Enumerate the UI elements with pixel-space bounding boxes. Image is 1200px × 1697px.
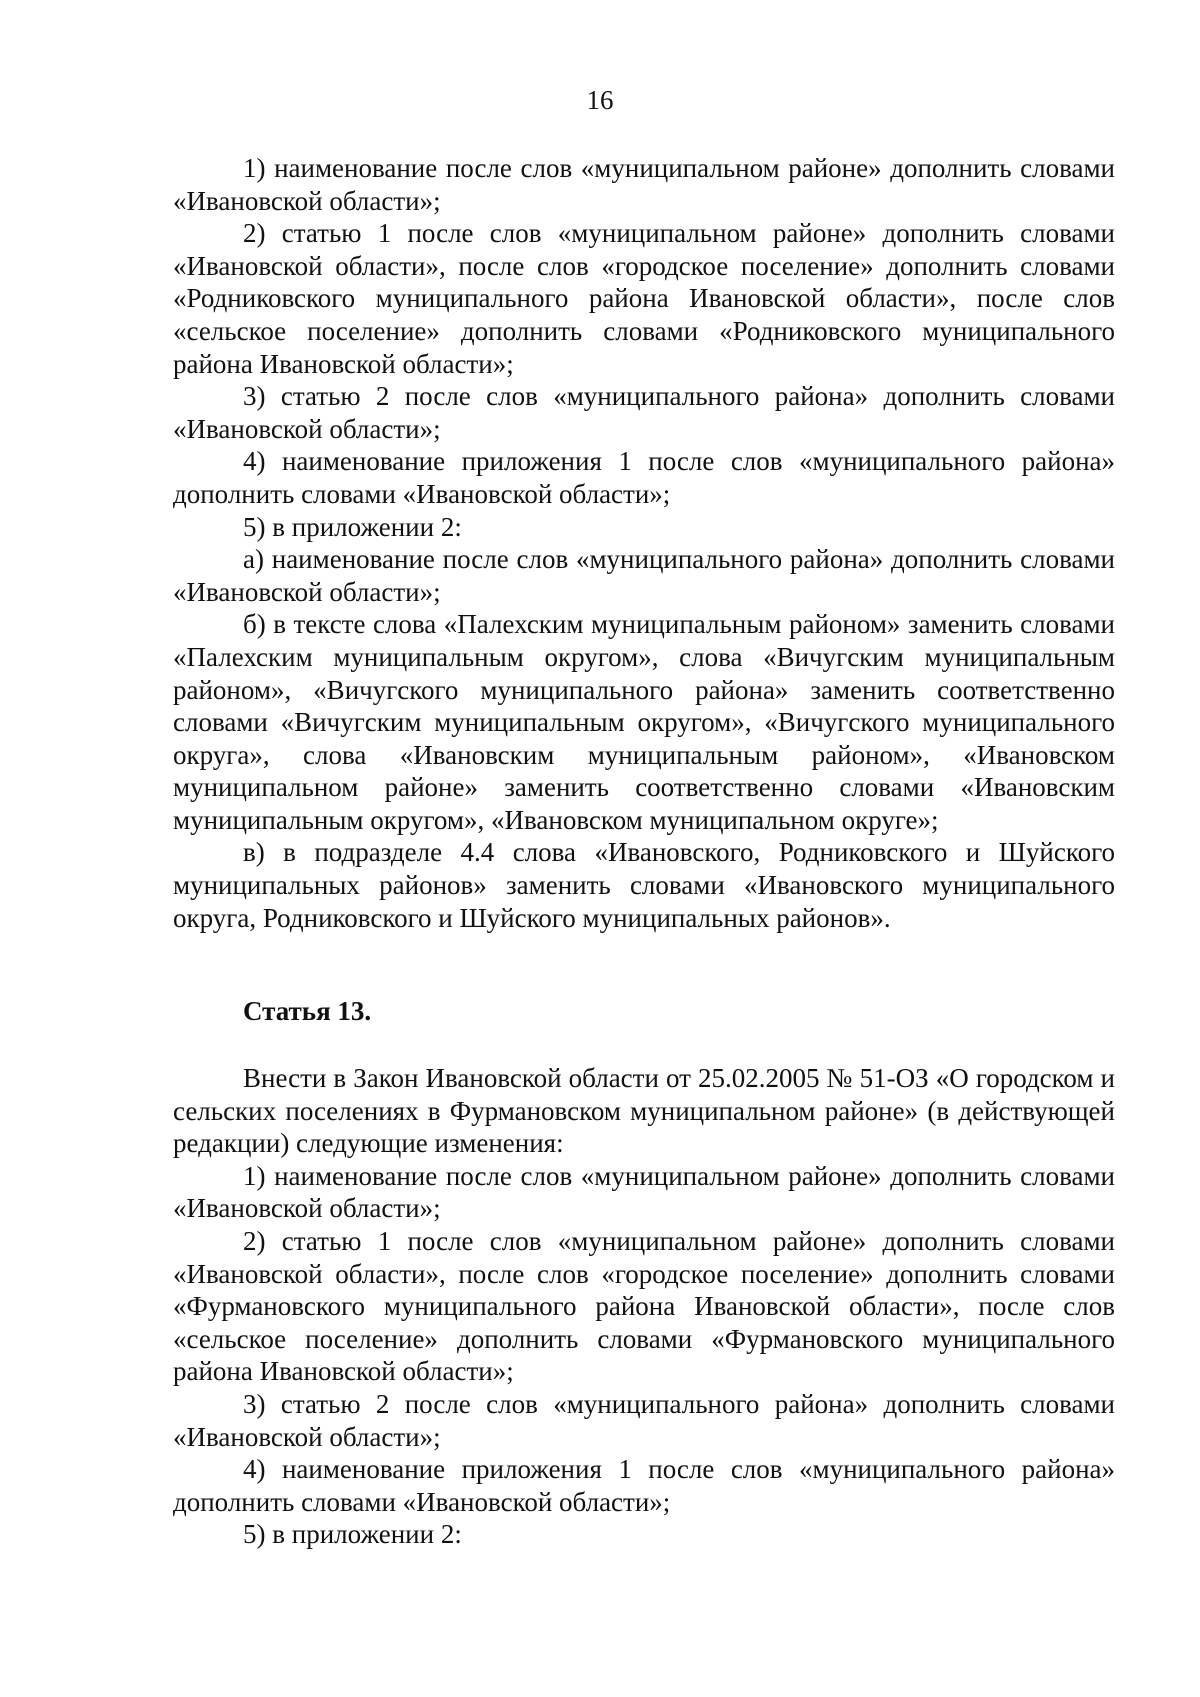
paragraph-b5: 5) в приложении 2:	[243, 1519, 462, 1550]
paragraph-a5b: б) в тексте слова «Палехским муниципальным районом» заменить словами «Палехским муниципальным округом», слова «Вичугским муниципальным районом», «Вичугского муниципального района» заменить соответственно словами «Вичугским муниципальным округом», «Вичугского муниципального округа», слова «Ивановским муниципальным районом», «Ивановском муниципальном районе» заменить соответственно словами «Ивановским муниципальным округом», «Ивановском муниципальном округе»;	[173, 609, 1115, 835]
paragraph-b2: 2) статью 1 после слов «муниципальном районе» дополнить словами «Ивановской области», после слов «городское поселение» дополнить словами «Фурмановского муниципального района Ивановской области», после слов «сельское поселение» дополнить словами «Фурмановского муниципального района Ивановской области»;	[173, 1225, 1115, 1387]
paragraph-a2: 2) статью 1 после слов «муниципальном районе» дополнить словами «Ивановской области», после слов «городское поселение» дополнить словами «Родниковского муниципального района Ивановской области», после слов «сельское поселение» дополнить словами «Родниковского муниципального района Ивановской области»;	[173, 218, 1115, 379]
paragraph-a5a: а) наименование после слов «муниципального района» дополнить словами «Ивановской области»;	[173, 544, 1115, 607]
paragraph-b-intro: Внести в Закон Ивановской области от 25.02.2005 № 51-ОЗ «О городском и сельских поселениях в Фурмановском муниципальном районе» (в действующей редакции) следующие изменения:	[173, 1063, 1115, 1159]
page-number: 16	[586, 85, 614, 115]
paragraph-b3: 3) статью 2 после слов «муниципального района» дополнить словами «Ивановской области»;	[173, 1388, 1115, 1452]
amendments-section-b	[173, 1062, 1115, 1551]
article-heading: Статья 13.	[243, 996, 372, 1026]
amendments-section-a	[173, 152, 1115, 934]
paragraph-a3: 3) статью 2 после слов «муниципального района» дополнить словами «Ивановской области»;	[173, 381, 1115, 444]
paragraph-a1: 1) наименование после слов «муниципальном районе» дополнить словами «Ивановской области»;	[173, 153, 1115, 216]
paragraph-a5v: в) в подразделе 4.4 слова «Ивановского, Родниковского и Шуйского муниципальных районов» заменить словами «Ивановского муниципального округа, Родниковского и Шуйского муниципальных районов».	[173, 837, 1115, 933]
paragraph-b1: 1) наименование после слов «муниципальном районе» дополнить словами «Ивановской области»;	[173, 1160, 1115, 1224]
paragraph-b4: 4) наименование приложения 1 после слов «муниципального района» дополнить словами «Ивановской области»;	[173, 1454, 1115, 1517]
paragraph-a4: 4) наименование приложения 1 после слов «муниципального района» дополнить словами «Ивановской области»;	[173, 446, 1115, 509]
paragraph-a5: 5) в приложении 2:	[243, 511, 462, 542]
